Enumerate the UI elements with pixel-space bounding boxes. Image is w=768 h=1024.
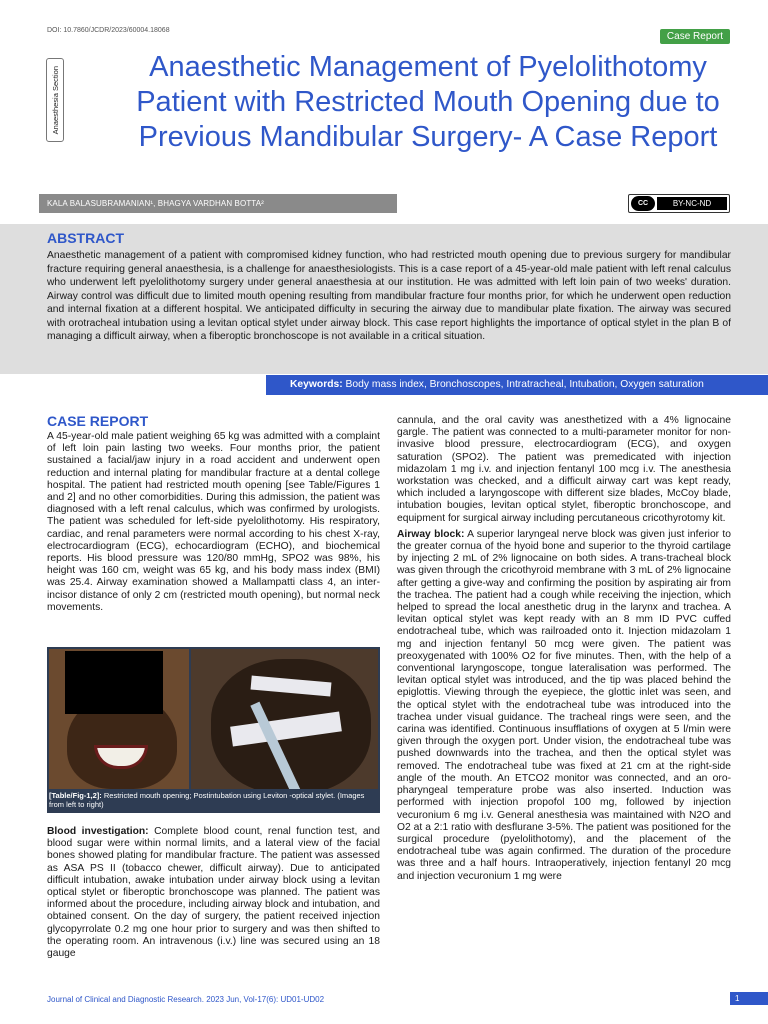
keywords-label: Keywords: bbox=[290, 379, 343, 390]
section-tab bbox=[46, 58, 64, 142]
figure-image-mouth-opening bbox=[49, 649, 189, 789]
column-left-bottom bbox=[47, 826, 380, 960]
article-type-badge: Case Report bbox=[660, 29, 730, 44]
license-badge[interactable] bbox=[628, 194, 730, 213]
cc-icon: CC bbox=[631, 196, 655, 211]
article-title: Anaesthetic Management of Pyelolithotomy Patient with Restricted Mouth Opening due to Previous Mandibular Surgery- A Case Report bbox=[136, 51, 720, 153]
blood-investigation-label: Blood investigation: bbox=[47, 826, 149, 837]
column-right bbox=[397, 415, 731, 883]
figure-caption bbox=[49, 791, 378, 809]
journal-footer: Journal of Clinical and Diagnostic Research. 2023 Jun, Vol-17(6): UD01-UD02 bbox=[47, 995, 325, 1004]
keywords bbox=[290, 379, 704, 390]
authors: KALA BALASUBRAMANIAN¹, BHAGYA VARDHAN BOTTA² bbox=[47, 199, 264, 208]
airway-block-text: A superior laryngeal nerve block was given just inferior to the greater cornua of the hyoid bone and superior to the thyroid cartilage by injecting 2 mL of 2% lignocaine on both sides. A trans-tracheal block was given through the cricothyroid membrane with 3 mL of 2% lignocaine after getting a give-way and confirming the position by aspirating air from the trachea. The patient had a cough while receiving the injection, which helped to spread the local anesthetic drug in the larynx and trachea. A levitan optical stylet was kept ready with an 8 mm ID PVC cuffed endotracheal tube, which was railroaded onto it. Injection midazolam 1 mg and injection fentanyl 50 mcg were given. The patient was preoxygenated with 100% O2 for five minutes. Then, with the help of a conventional laryngoscope, tongue lateralisation was performed. The levitan optical stylet was introduced, and the tip was placed behind the epiglottis. Viewing through the eyepiece, the glottic inlet was seen, and the optical stylet with the endotracheal tube was introduced into the trachea under visual guidance. The tracheal rings were seen, and the carina was identified. Continuous insufflations of oxygen at 5 l/min were given through the oxygen port. Under vision, the endotracheal tube was pushed downwards into the trachea, and then the optical stylet was removed. The endotracheal tube was fixed at 21 cm at the right-side angle of the mouth. An ETCO2 monitor was connected, and an oro-pharyngeal temperature probe was also inserted. Induction was performed with injection propofol 100 mg, followed by injection vecuronium 6 mg i.v. General anesthesia was maintained with N2O and O2 at a 2:1 ratio with desflurane 3-5%. The patient was positioned for the surgical procedure (pyelolithotomy), and the placement of the endotracheal tube was again confirmed. The duration of the procedure was three and a half hours. Intraoperatively, injection fentanyl 20 mcg and injection vecuronium 1 mg were bbox=[397, 528, 731, 882]
figure-caption-label: [Table/Fig-1,2]: bbox=[49, 791, 102, 800]
figure-caption-text: Restricted mouth opening; Postintubation using Leviton -optical stylet. (Images from left to right) bbox=[49, 791, 365, 809]
case-report-paragraph: A 45-year-old male patient weighing 65 kg was admitted with a complaint of left loin pain lasting two weeks. Four months prior, the patient sustained a facial/jaw injury in a road accident and underwent open reduction and internal plating for mandibular fracture at a dental college hospital. The patient had restricted mouth opening [see Table/Figures 1 and 2] and no other comorbidities. During this admission, the patient was diagnosed with a left renal calculus, which was confirmed by urologists. The patient was scheduled for left-side pyelolithotomy. His respiratory, cardiac, and renal parameters were normal according to his chest X-ray, electrocardiogram (ECG), echocardiogram (ECHO), and biochemical reports. His blood pressure was 120/80 mmHg, SPO2 was 98%, his height was 160 cm, weight was 65 kg, and his body mass index (BMI) was 25.4. Airway examination showed a Mallampatti class 4, an inter-incisor distance of only 2 cm (restricted mouth opening), but normal neck movements. bbox=[47, 431, 380, 613]
premedication-paragraph: cannula, and the oral cavity was anesthetized with a 4% lignocaine gargle. The patient was connected to a multi-parameter monitor for non-invasive blood pressure, electrocardiogram (ECG), and oxygen saturation (SPO2). The patient was premedicated with injection midazolam 1 mg i.v. and injection fentanyl 100 mcg i.v. The anesthesia workstation was checked, and a difficult airway cart was kept ready, which included a laryngoscope with different size blades, McCoy blade, intubation bougies, levitan optical stylet, fiberoptic bronchoscope, and equipment for surgical airway including percutaneous cricothyrotomy kit. bbox=[397, 415, 731, 524]
abstract-heading: ABSTRACT bbox=[47, 230, 124, 246]
figure-image-postintubation bbox=[191, 649, 378, 789]
redaction-box bbox=[65, 651, 163, 714]
section-tab-label: Anaesthesia Section bbox=[50, 65, 60, 135]
license-terms: BY-NC-ND bbox=[657, 197, 727, 210]
airway-block-label: Airway block: bbox=[397, 528, 465, 540]
column-left-top bbox=[47, 413, 380, 614]
page-number: 1 bbox=[730, 992, 768, 1005]
doi: DOI: 10.7860/JCDR/2023/60004.18068 bbox=[47, 27, 170, 34]
blood-investigation-text: Complete blood count, renal function test, and blood sugar were within normal limits, and a lateral view of the facial bones showed plating for mandibular fracture. The patient was assessed as ASA PS II (tobacco chewer, difficult airway). Due to anticipated difficult intubation, awake intubation under airway block using a levitan optical stylet or fiberoptic bronchoscope was planned. The patient was informed about the procedure, including airway block and intubation, and obtained consent. On the day of surgery, the patient received injection glycopyrrolate 0.2 mg one hour prior to surgery and was then shifted to the operating room. An intravenous (i.v.) line was secured using an 18 gauge bbox=[47, 826, 381, 960]
blood-investigation-paragraph bbox=[47, 826, 380, 960]
abstract-text: Anaesthetic management of a patient with compromised kidney function, who had restricted mouth opening due to previous surgery for mandibular fracture requiring general anaesthesia, is a challenge for anaesthesiologists. This is a case report of a 45-year-old male patient with left renal calculus who underwent left pyelolithotomy surgery under general anaesthesia at our institution. He was admitted with left loin pain of two weeks' duration. Airway control was difficult due to limited mouth opening resulting from mandibular fracture four months prior, for which he underwent open reduction and internal fixation at a different hospital. We anticipated difficulty in securing the airway due to mandibular plate fixation. The airway was secured with orotracheal intubation using a levitan optical stylet under airway block. This case report highlights the importance of optical stylet in the plan B of managing a difficult airway, when a fiberoptic bronchoscope is not available in a critical situation. bbox=[47, 250, 731, 342]
airway-block-paragraph bbox=[397, 529, 731, 883]
case-report-heading: CASE REPORT bbox=[47, 413, 149, 429]
keywords-text: Body mass index, Bronchoscopes, Intratracheal, Intubation, Oxygen saturation bbox=[345, 379, 704, 390]
figure bbox=[47, 647, 380, 813]
